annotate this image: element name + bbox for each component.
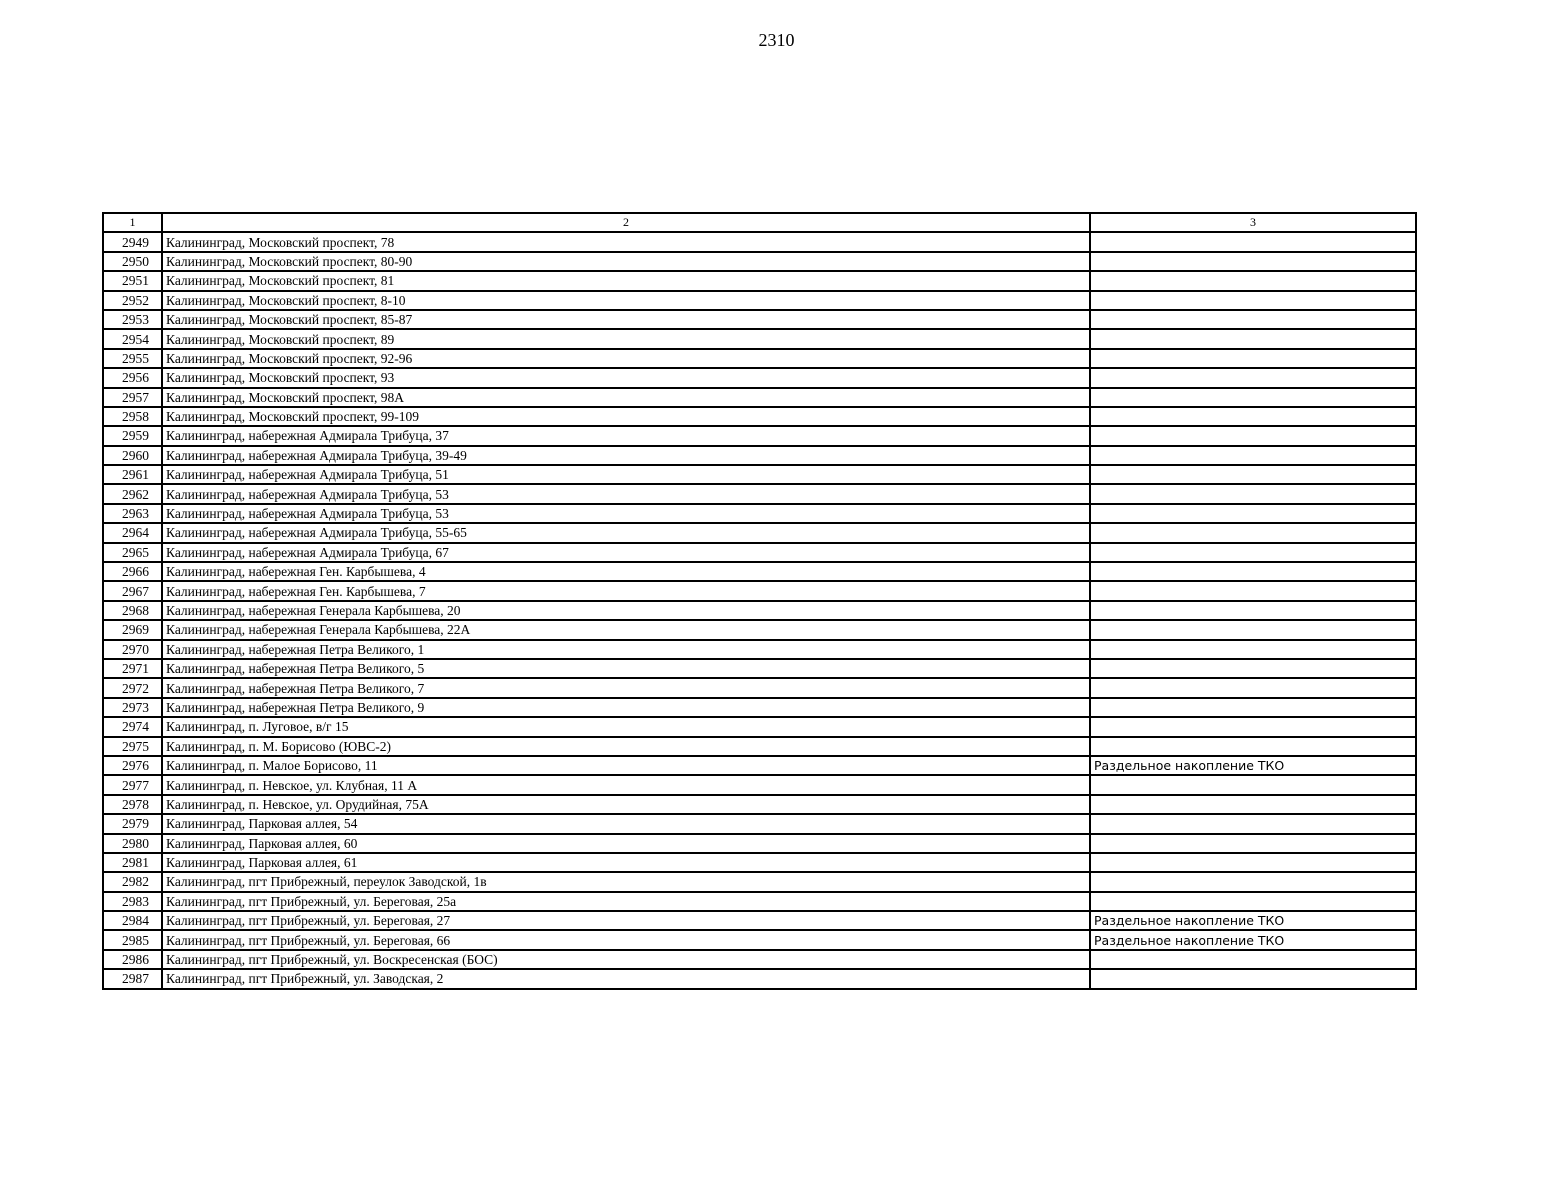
table-row	[103, 581, 1416, 600]
table-header-row	[103, 213, 1416, 232]
row-address-cell: Калининград, Московский проспект, 89	[162, 329, 1090, 348]
row-address-cell: Калининград, пгт Прибрежный, ул. Заводская, 2	[162, 969, 1090, 988]
row-note-cell	[1090, 232, 1416, 251]
table-row	[103, 698, 1416, 717]
row-number-cell: 2949	[103, 232, 162, 251]
row-number-cell: 2963	[103, 504, 162, 523]
row-number-cell: 2969	[103, 620, 162, 639]
table-row	[103, 388, 1416, 407]
table-row	[103, 504, 1416, 523]
column-header-number: 1	[103, 213, 162, 232]
table-row	[103, 620, 1416, 639]
row-note-cell	[1090, 562, 1416, 581]
row-note-cell	[1090, 484, 1416, 503]
row-number-cell: 2961	[103, 465, 162, 484]
table-row	[103, 368, 1416, 387]
row-note-cell: Раздельное накопление ТКО	[1090, 756, 1416, 775]
table-row	[103, 737, 1416, 756]
row-address-cell: Калининград, п. Невское, ул. Клубная, 11 А	[162, 775, 1090, 794]
row-note-cell	[1090, 775, 1416, 794]
row-note-cell	[1090, 504, 1416, 523]
row-number-cell: 2977	[103, 775, 162, 794]
table-row	[103, 601, 1416, 620]
row-note-cell: Раздельное накопление ТКО	[1090, 930, 1416, 949]
row-note-cell	[1090, 446, 1416, 465]
row-number-cell: 2953	[103, 310, 162, 329]
row-note-cell	[1090, 291, 1416, 310]
row-number-cell: 2976	[103, 756, 162, 775]
table-row	[103, 775, 1416, 794]
table-row	[103, 291, 1416, 310]
row-address-cell: Калининград, пгт Прибрежный, ул. Береговая, 25а	[162, 892, 1090, 911]
table-row	[103, 795, 1416, 814]
table-row	[103, 329, 1416, 348]
row-number-cell: 2987	[103, 969, 162, 988]
table-row	[103, 678, 1416, 697]
row-number-cell: 2971	[103, 659, 162, 678]
row-number-cell: 2972	[103, 678, 162, 697]
table-row	[103, 717, 1416, 736]
table-row	[103, 969, 1416, 988]
row-address-cell: Калининград, набережная Адмирала Трибуца, 53	[162, 484, 1090, 503]
row-note-cell	[1090, 698, 1416, 717]
row-address-cell: Калининград, п. Малое Борисово, 11	[162, 756, 1090, 775]
row-number-cell: 2970	[103, 640, 162, 659]
row-note-cell	[1090, 717, 1416, 736]
row-address-cell: Калининград, набережная Генерала Карбышева, 22А	[162, 620, 1090, 639]
row-note-cell	[1090, 426, 1416, 445]
row-note-cell	[1090, 892, 1416, 911]
table-row	[103, 872, 1416, 891]
table-row	[103, 911, 1416, 930]
table-row	[103, 426, 1416, 445]
row-address-cell: Калининград, п. М. Борисово (ЮВС-2)	[162, 737, 1090, 756]
row-number-cell: 2956	[103, 368, 162, 387]
row-note-cell	[1090, 737, 1416, 756]
row-address-cell: Калининград, набережная Адмирала Трибуца, 37	[162, 426, 1090, 445]
row-note-cell: Раздельное накопление ТКО	[1090, 911, 1416, 930]
row-address-cell: Калининград, Московский проспект, 99-109	[162, 407, 1090, 426]
row-note-cell	[1090, 678, 1416, 697]
row-note-cell	[1090, 659, 1416, 678]
row-address-cell: Калининград, набережная Петра Великого, 7	[162, 678, 1090, 697]
table-row	[103, 465, 1416, 484]
table-body	[103, 213, 1416, 989]
row-number-cell: 2981	[103, 853, 162, 872]
table-row	[103, 930, 1416, 949]
row-address-cell: Калининград, набережная Адмирала Трибуца, 39-49	[162, 446, 1090, 465]
row-note-cell	[1090, 368, 1416, 387]
row-note-cell	[1090, 388, 1416, 407]
row-address-cell: Калининград, набережная Петра Великого, 9	[162, 698, 1090, 717]
row-number-cell: 2954	[103, 329, 162, 348]
row-address-cell: Калининград, п. Невское, ул. Орудийная, 75А	[162, 795, 1090, 814]
table-row	[103, 484, 1416, 503]
row-number-cell: 2962	[103, 484, 162, 503]
row-note-cell	[1090, 795, 1416, 814]
table-row	[103, 659, 1416, 678]
row-address-cell: Калининград, пгт Прибрежный, ул. Береговая, 27	[162, 911, 1090, 930]
row-number-cell: 2960	[103, 446, 162, 465]
row-address-cell: Калининград, набережная Адмирала Трибуца, 67	[162, 543, 1090, 562]
row-address-cell: Калининград, набережная Генерала Карбышева, 20	[162, 601, 1090, 620]
row-note-cell	[1090, 969, 1416, 988]
table-row	[103, 756, 1416, 775]
row-number-cell: 2950	[103, 252, 162, 271]
table-row	[103, 232, 1416, 251]
row-number-cell: 2967	[103, 581, 162, 600]
row-number-cell: 2984	[103, 911, 162, 930]
table-row	[103, 523, 1416, 542]
row-address-cell: Калининград, Московский проспект, 81	[162, 271, 1090, 290]
row-address-cell: Калининград, Парковая аллея, 60	[162, 834, 1090, 853]
row-number-cell: 2965	[103, 543, 162, 562]
row-number-cell: 2985	[103, 930, 162, 949]
table-row	[103, 271, 1416, 290]
row-address-cell: Калининград, Московский проспект, 98А	[162, 388, 1090, 407]
row-number-cell: 2975	[103, 737, 162, 756]
row-note-cell	[1090, 620, 1416, 639]
row-note-cell	[1090, 329, 1416, 348]
row-note-cell	[1090, 872, 1416, 891]
address-table	[102, 212, 1417, 990]
row-number-cell: 2959	[103, 426, 162, 445]
table-row	[103, 252, 1416, 271]
row-address-cell: Калининград, Московский проспект, 80-90	[162, 252, 1090, 271]
row-address-cell: Калининград, Московский проспект, 78	[162, 232, 1090, 251]
row-address-cell: Калининград, Московский проспект, 85-87	[162, 310, 1090, 329]
row-note-cell	[1090, 349, 1416, 368]
table-row	[103, 349, 1416, 368]
row-note-cell	[1090, 310, 1416, 329]
row-number-cell: 2973	[103, 698, 162, 717]
row-address-cell: Калининград, набережная Петра Великого, 5	[162, 659, 1090, 678]
column-header-note: 3	[1090, 213, 1416, 232]
table-row	[103, 950, 1416, 969]
row-number-cell: 2974	[103, 717, 162, 736]
row-number-cell: 2952	[103, 291, 162, 310]
row-address-cell: Калининград, набережная Петра Великого, 1	[162, 640, 1090, 659]
row-number-cell: 2986	[103, 950, 162, 969]
row-number-cell: 2983	[103, 892, 162, 911]
column-header-address: 2	[162, 213, 1090, 232]
row-note-cell	[1090, 950, 1416, 969]
row-address-cell: Калининград, Парковая аллея, 61	[162, 853, 1090, 872]
row-note-cell	[1090, 465, 1416, 484]
row-address-cell: Калининград, пгт Прибрежный, переулок Заводской, 1в	[162, 872, 1090, 891]
row-note-cell	[1090, 640, 1416, 659]
row-note-cell	[1090, 523, 1416, 542]
row-note-cell	[1090, 271, 1416, 290]
row-address-cell: Калининград, пгт Прибрежный, ул. Воскресенская (БОС)	[162, 950, 1090, 969]
table-row	[103, 834, 1416, 853]
table-row	[103, 892, 1416, 911]
table-row	[103, 640, 1416, 659]
row-number-cell: 2980	[103, 834, 162, 853]
row-number-cell: 2978	[103, 795, 162, 814]
row-address-cell: Калининград, набережная Адмирала Трибуца, 53	[162, 504, 1090, 523]
row-note-cell	[1090, 601, 1416, 620]
row-number-cell: 2982	[103, 872, 162, 891]
table-row	[103, 446, 1416, 465]
row-number-cell: 2958	[103, 407, 162, 426]
row-address-cell: Калининград, п. Луговое, в/г 15	[162, 717, 1090, 736]
row-address-cell: Калининград, пгт Прибрежный, ул. Береговая, 66	[162, 930, 1090, 949]
row-address-cell: Калининград, набережная Адмирала Трибуца, 55-65	[162, 523, 1090, 542]
row-note-cell	[1090, 543, 1416, 562]
row-note-cell	[1090, 814, 1416, 833]
row-number-cell: 2951	[103, 271, 162, 290]
page-number: 2310	[758, 30, 795, 50]
row-number-cell: 2979	[103, 814, 162, 833]
row-address-cell: Калининград, Парковая аллея, 54	[162, 814, 1090, 833]
table-row	[103, 853, 1416, 872]
table-row	[103, 310, 1416, 329]
row-note-cell	[1090, 834, 1416, 853]
row-address-cell: Калининград, набережная Ген. Карбышева, 7	[162, 581, 1090, 600]
table-row	[103, 407, 1416, 426]
table-row	[103, 562, 1416, 581]
row-address-cell: Калининград, Московский проспект, 93	[162, 368, 1090, 387]
row-note-cell	[1090, 581, 1416, 600]
row-number-cell: 2964	[103, 523, 162, 542]
row-number-cell: 2955	[103, 349, 162, 368]
row-note-cell	[1090, 252, 1416, 271]
table-row	[103, 543, 1416, 562]
row-number-cell: 2966	[103, 562, 162, 581]
row-note-cell	[1090, 407, 1416, 426]
row-note-cell	[1090, 853, 1416, 872]
row-address-cell: Калининград, набережная Адмирала Трибуца, 51	[162, 465, 1090, 484]
row-address-cell: Калининград, Московский проспект, 92-96	[162, 349, 1090, 368]
row-number-cell: 2957	[103, 388, 162, 407]
row-address-cell: Калининград, Московский проспект, 8-10	[162, 291, 1090, 310]
row-address-cell: Калининград, набережная Ген. Карбышева, 4	[162, 562, 1090, 581]
table-row	[103, 814, 1416, 833]
row-number-cell: 2968	[103, 601, 162, 620]
